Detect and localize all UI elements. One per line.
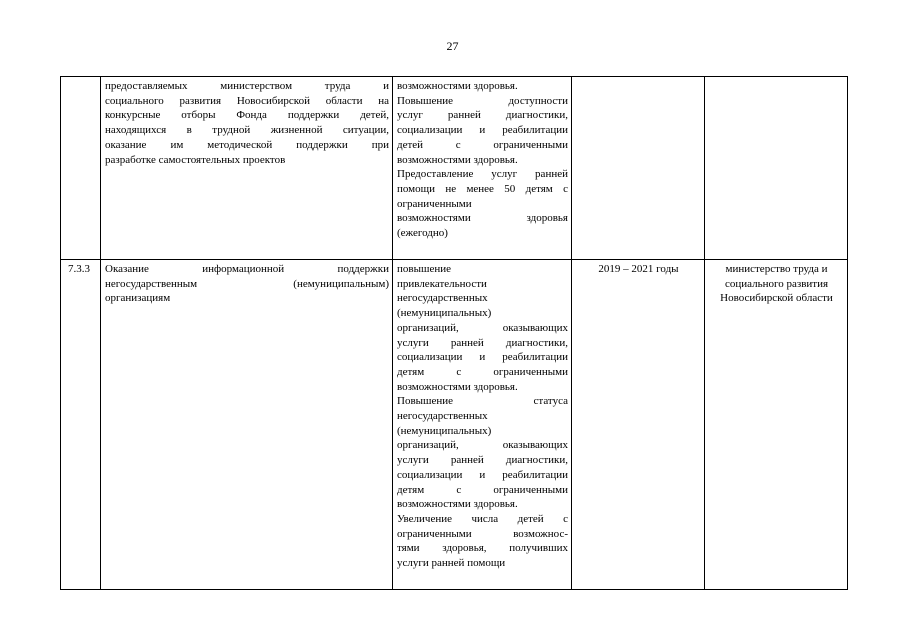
result-cell [393, 77, 572, 260]
result-text-line: Увеличение числа детей с [397, 512, 568, 525]
action-text-line: социального развития Новосибирской области на [105, 94, 389, 107]
action-text-line: оказание им методической поддержки при [105, 138, 389, 151]
action-text-line: предоставляемых министерством труда и [105, 80, 389, 92]
result-text-line: услуг ранней диагностики, [397, 109, 568, 122]
period-cell [572, 77, 705, 260]
result-text-line: ограниченными возможнос- [397, 527, 568, 540]
result-text-line: привлекательности [397, 277, 487, 290]
executor-cell [705, 77, 848, 260]
action-text-line: находящихся в трудной жизненной ситуации, [105, 124, 389, 137]
result-text-line: возможностями здоровья. [397, 380, 518, 393]
result-text-line: социализации и реабилитации [397, 351, 568, 364]
result-text-line: организаций, оказывающих [397, 321, 568, 334]
action-text-line: организациям [105, 292, 171, 305]
table-row [61, 260, 848, 590]
action-text-line: негосударственным (немуниципальным) [105, 277, 389, 290]
action-cell [101, 260, 393, 590]
result-text-line: негосударственных [397, 410, 488, 423]
result-text-line: возможностями здоровья. [397, 80, 518, 92]
result-text-line: возможностями здоровья. [397, 153, 518, 166]
result-text-line: (немуниципальных) [397, 307, 492, 320]
result-text-line: детей с ограниченными [397, 138, 568, 151]
table-row [61, 77, 848, 260]
result-text-line: помощи не менее 50 детям с [397, 182, 568, 195]
result-text-line: Предоставление услуг ранней [397, 168, 568, 181]
result-text-line: социализации и реабилитации [397, 468, 568, 481]
result-text-line: услуги ранней помощи [397, 557, 506, 570]
result-text-line: Повышение доступности [397, 94, 568, 107]
result-text-line: повышение [397, 263, 451, 275]
result-text-line: возможностями здоровья [397, 212, 568, 225]
page-number: 27 [446, 39, 459, 53]
action-text-line: конкурсные отборы Фонда поддержки детей, [105, 109, 389, 122]
result-text-line: услуги ранней диагностики, [397, 454, 568, 467]
result-text-line: услуги ранней диагностики, [397, 336, 568, 349]
action-text-line: Оказание информационной поддержки [105, 263, 389, 275]
result-text-line: Повышение статуса [397, 395, 568, 408]
result-text-line: возможностями здоровья. [397, 498, 518, 511]
result-text-line: детям с ограниченными [397, 483, 568, 496]
result-text-line: негосударственных [397, 292, 488, 305]
result-text-line: ограниченными [397, 197, 472, 210]
action-text-line: разработке самостоятельных проектов [105, 153, 286, 166]
result-text-line: организаций, оказывающих [397, 439, 568, 452]
measures-table [60, 76, 848, 590]
item-number-cell [61, 77, 101, 260]
period-cell: 2019 – 2021 годы [572, 260, 705, 590]
result-cell [393, 260, 572, 590]
item-number-cell: 7.3.3 [61, 260, 101, 590]
action-cell [101, 77, 393, 260]
result-text-line: социализации и реабилитации [397, 124, 568, 137]
result-text-line: детям с ограниченными [397, 365, 568, 378]
executor-cell: министерство труда и социального развития Новосибирской области [705, 260, 848, 590]
result-text-line: тями здоровья, получивших [397, 542, 568, 555]
result-text-line: (ежегодно) [397, 227, 448, 240]
result-text-line: (немуниципальных) [397, 424, 492, 437]
